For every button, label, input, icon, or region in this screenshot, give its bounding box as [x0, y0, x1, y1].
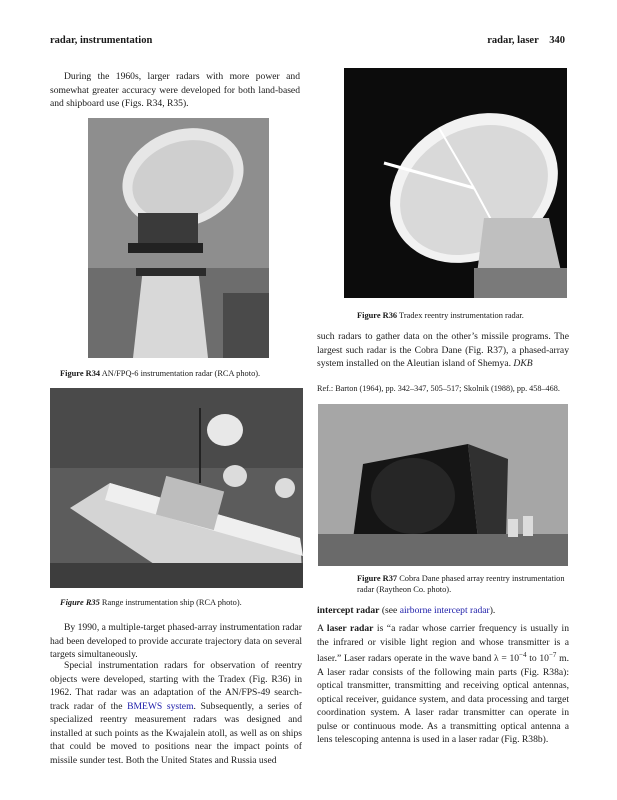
- left-paragraph-2-start: Special instrumentation radars for observation of reentry objects were developed, starting with the Tradex (Fig. R36) in 1962. That radar was an adaptation of the AN/FPS-49 search-track radar of the: [50, 660, 302, 712]
- figure-r37-photo: [318, 404, 568, 566]
- figure-r34-photo: [88, 118, 269, 358]
- laser-radar-term: laser radar: [326, 623, 374, 634]
- intercept-close: ).: [489, 605, 496, 616]
- references: Ref.: Barton (1964), pp. 342–347, 505–517; Skolnik (1988), pp. 458–468.: [317, 384, 560, 393]
- figure-r35-caption: [60, 597, 310, 608]
- figure-r34-label: Figure R34: [60, 369, 101, 378]
- figure-r34-caption: [60, 368, 310, 379]
- running-head-term: radar, laser: [487, 35, 539, 46]
- laser-radar-entry: [317, 622, 569, 747]
- page-number: 340: [549, 35, 565, 46]
- laser-description: m. A laser radar consists of the following main parts (Fig. R38a): optical transmitter, transmitting and receiving optical antennas, optical receiver, guidance system, and data processing and target coordination system. A laser radar transmitter can operate in pulse or continuous mode. As a transmitting optical antenna a lens telescoping antenna is used in a laser radar (Fig. R38b).: [317, 653, 570, 746]
- intro-paragraph: During the 1960s, larger radars with more power and somewhat greater accuracy were developed for both land-based and shipboard use (Figs. R34, R35).: [50, 71, 300, 109]
- running-head-right: [487, 35, 565, 46]
- running-head-left: radar, instrumentation: [50, 35, 153, 46]
- laser-definition: is “a radar whose carrier frequency is usually in the infrared or visible light region and whose transmitter is a laser.” Laser radars operate in the wave band λ = 10: [317, 623, 569, 665]
- left-paragraph-1: By 1990, a multiple-target phased-array instrumentation radar had been developed to provide accurate trajectory data on several targets simultaneously.: [50, 622, 302, 660]
- intercept-radar-term: intercept radar: [317, 605, 380, 616]
- figure-r36-label: Figure R36: [357, 311, 398, 320]
- right-paragraph-1: [317, 330, 569, 371]
- figure-r36-caption-text: Tradex reentry instrumentation radar.: [397, 311, 524, 320]
- figure-r37-label: Figure R37: [357, 574, 398, 583]
- figure-r37-caption-text: Cobra Dane phased array reentry instrumentation radar (Raytheon Co. photo).: [357, 574, 565, 594]
- laser-range-to: to 10: [526, 653, 549, 665]
- author-initials: DKB: [513, 358, 533, 369]
- figure-r36-caption: [357, 310, 577, 321]
- intercept-see: (see: [379, 605, 400, 616]
- right-paragraph-1-text: such radars to gather data on the other’s missile programs. The largest such radar is the Cobra Dane (Fig. R37), a phased-array system installed on the Aleutian island of Shemya.: [317, 331, 569, 369]
- intercept-radar-entry: [317, 604, 569, 618]
- left-paragraph-2: [50, 659, 302, 767]
- figure-r35-caption-text: Range instrumentation ship (RCA photo).: [99, 598, 242, 607]
- figure-r37-caption: [357, 573, 572, 595]
- exponent-1: −4: [519, 651, 527, 659]
- bmews-link[interactable]: BMEWS system: [127, 700, 194, 712]
- figure-r35-label: Figure R35: [60, 598, 100, 607]
- airborne-intercept-radar-link[interactable]: airborne intercept radar: [399, 605, 490, 616]
- figure-r35-photo: [50, 388, 303, 588]
- laser-lead: A: [317, 623, 327, 634]
- exponent-2: −7: [548, 651, 557, 659]
- figure-r34-caption-text: AN/FPQ-6 instrumentation radar (RCA photo).: [100, 369, 261, 378]
- figure-r36-photo: [344, 68, 567, 298]
- left-paragraph-2-end: . Subsequently, a series of specialized reentry measurement radars was designed and installed at such points as the Kwajalein atoll, as well as on ships that could be moved to positions near the impact points of missile sunder test. Both the United States and Russia used: [50, 700, 302, 766]
